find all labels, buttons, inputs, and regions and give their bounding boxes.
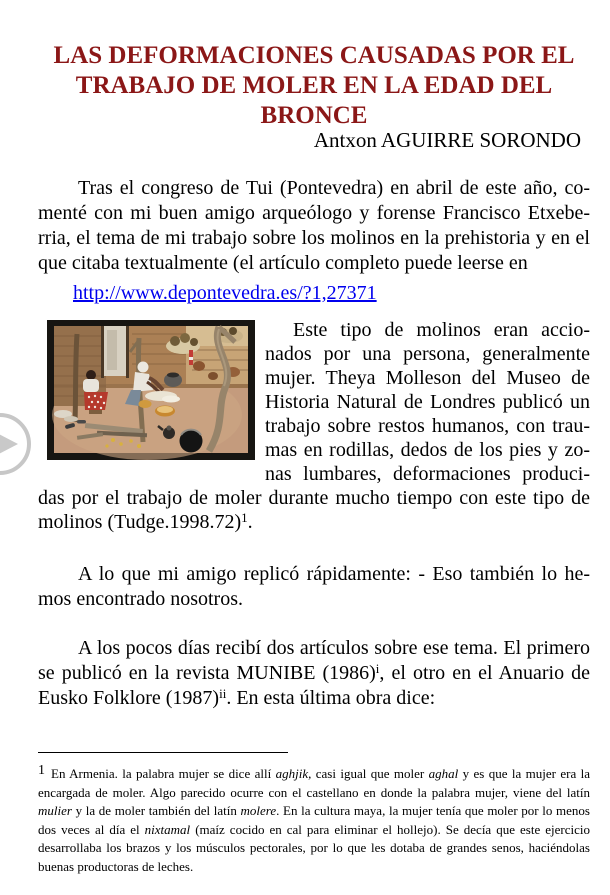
footnote-body: En Armenia. la palabra mujer se dice allí aghjik, casi igual que moler aghal y es que la mujer era la encargada de moler. Algo parecido ocurre con el castellano en donde la palabra mujer, viene del latín mulier y la de moler también del latín molere. En la cultura maya, la mujer tenía que moler por lo menos dos veces al día el nixtamal (maíz cocido en cal para eliminar el hollejo). Se decía que este ejercicio desarrollaba los brazos y los músculos pectorales, por lo que les dotaba de grandes senos, haciéndolas buenas productoras de leches. xyxy=(38,766,591,874)
footnote-text xyxy=(38,765,590,876)
play-button-overlay[interactable] xyxy=(0,411,33,477)
footnote-marker: 1 xyxy=(38,763,45,778)
link-line xyxy=(38,281,590,306)
article-link[interactable]: http://www.depontevedra.es/?1,27371 xyxy=(73,282,377,304)
milling-photo-illustration xyxy=(47,320,255,460)
paragraph-articulos: A los pocos días recibí dos artículos sobre ese tema. El primero se publicó en la revista MUNIBE $(1986)^i$, el otro en el Anuario de Eusko Folklore $(1987)^{ii}$. En esta última obra dice: xyxy=(38,637,590,709)
play-icon xyxy=(0,411,33,477)
footnote-section xyxy=(38,752,590,876)
paragraph-intro: Tras el congreso de Tui (Pontevedra) en abril de este año, comenté con mi buen amigo arqueólogo y forense Francisco Etxeberria, el tema de mi trabajo sobre los molinos en la prehistoria y en el que citaba textualmente (el artículo completo puede leerse en xyxy=(38,177,590,274)
photo-text-section xyxy=(38,318,590,534)
paragraph-molinos: Este tipo de molinos eran accionados por una persona, generalmente mujer. Theya Molleson del Museo de Historia Natural de Londres publicó un trabajo sobre restos humanos, con traumas en rodillas, dedos de los pies y zonas lumbares, deformaciones producidas por el trabajo de moler durante mucho tiempo con este tipo de molinos (Tudge.1998.72)$^1$. xyxy=(38,319,590,533)
footnote-separator xyxy=(38,752,288,753)
title-line-2: TRABAJO DE MOLER EN LA EDAD DEL xyxy=(75,71,553,99)
milling-photo xyxy=(47,320,255,460)
title-line-3: BRONCE xyxy=(260,101,368,129)
title-line-1: LAS DEFORMACIONES CAUSADAS POR EL xyxy=(53,41,575,69)
author-name: Antxon AGUIRRE SORONDO xyxy=(313,128,581,152)
paragraph-replica: A lo que mi amigo replicó rápidamente: - Eso también lo hemos encontrado nosotros. xyxy=(38,563,590,610)
page-title xyxy=(38,41,590,131)
